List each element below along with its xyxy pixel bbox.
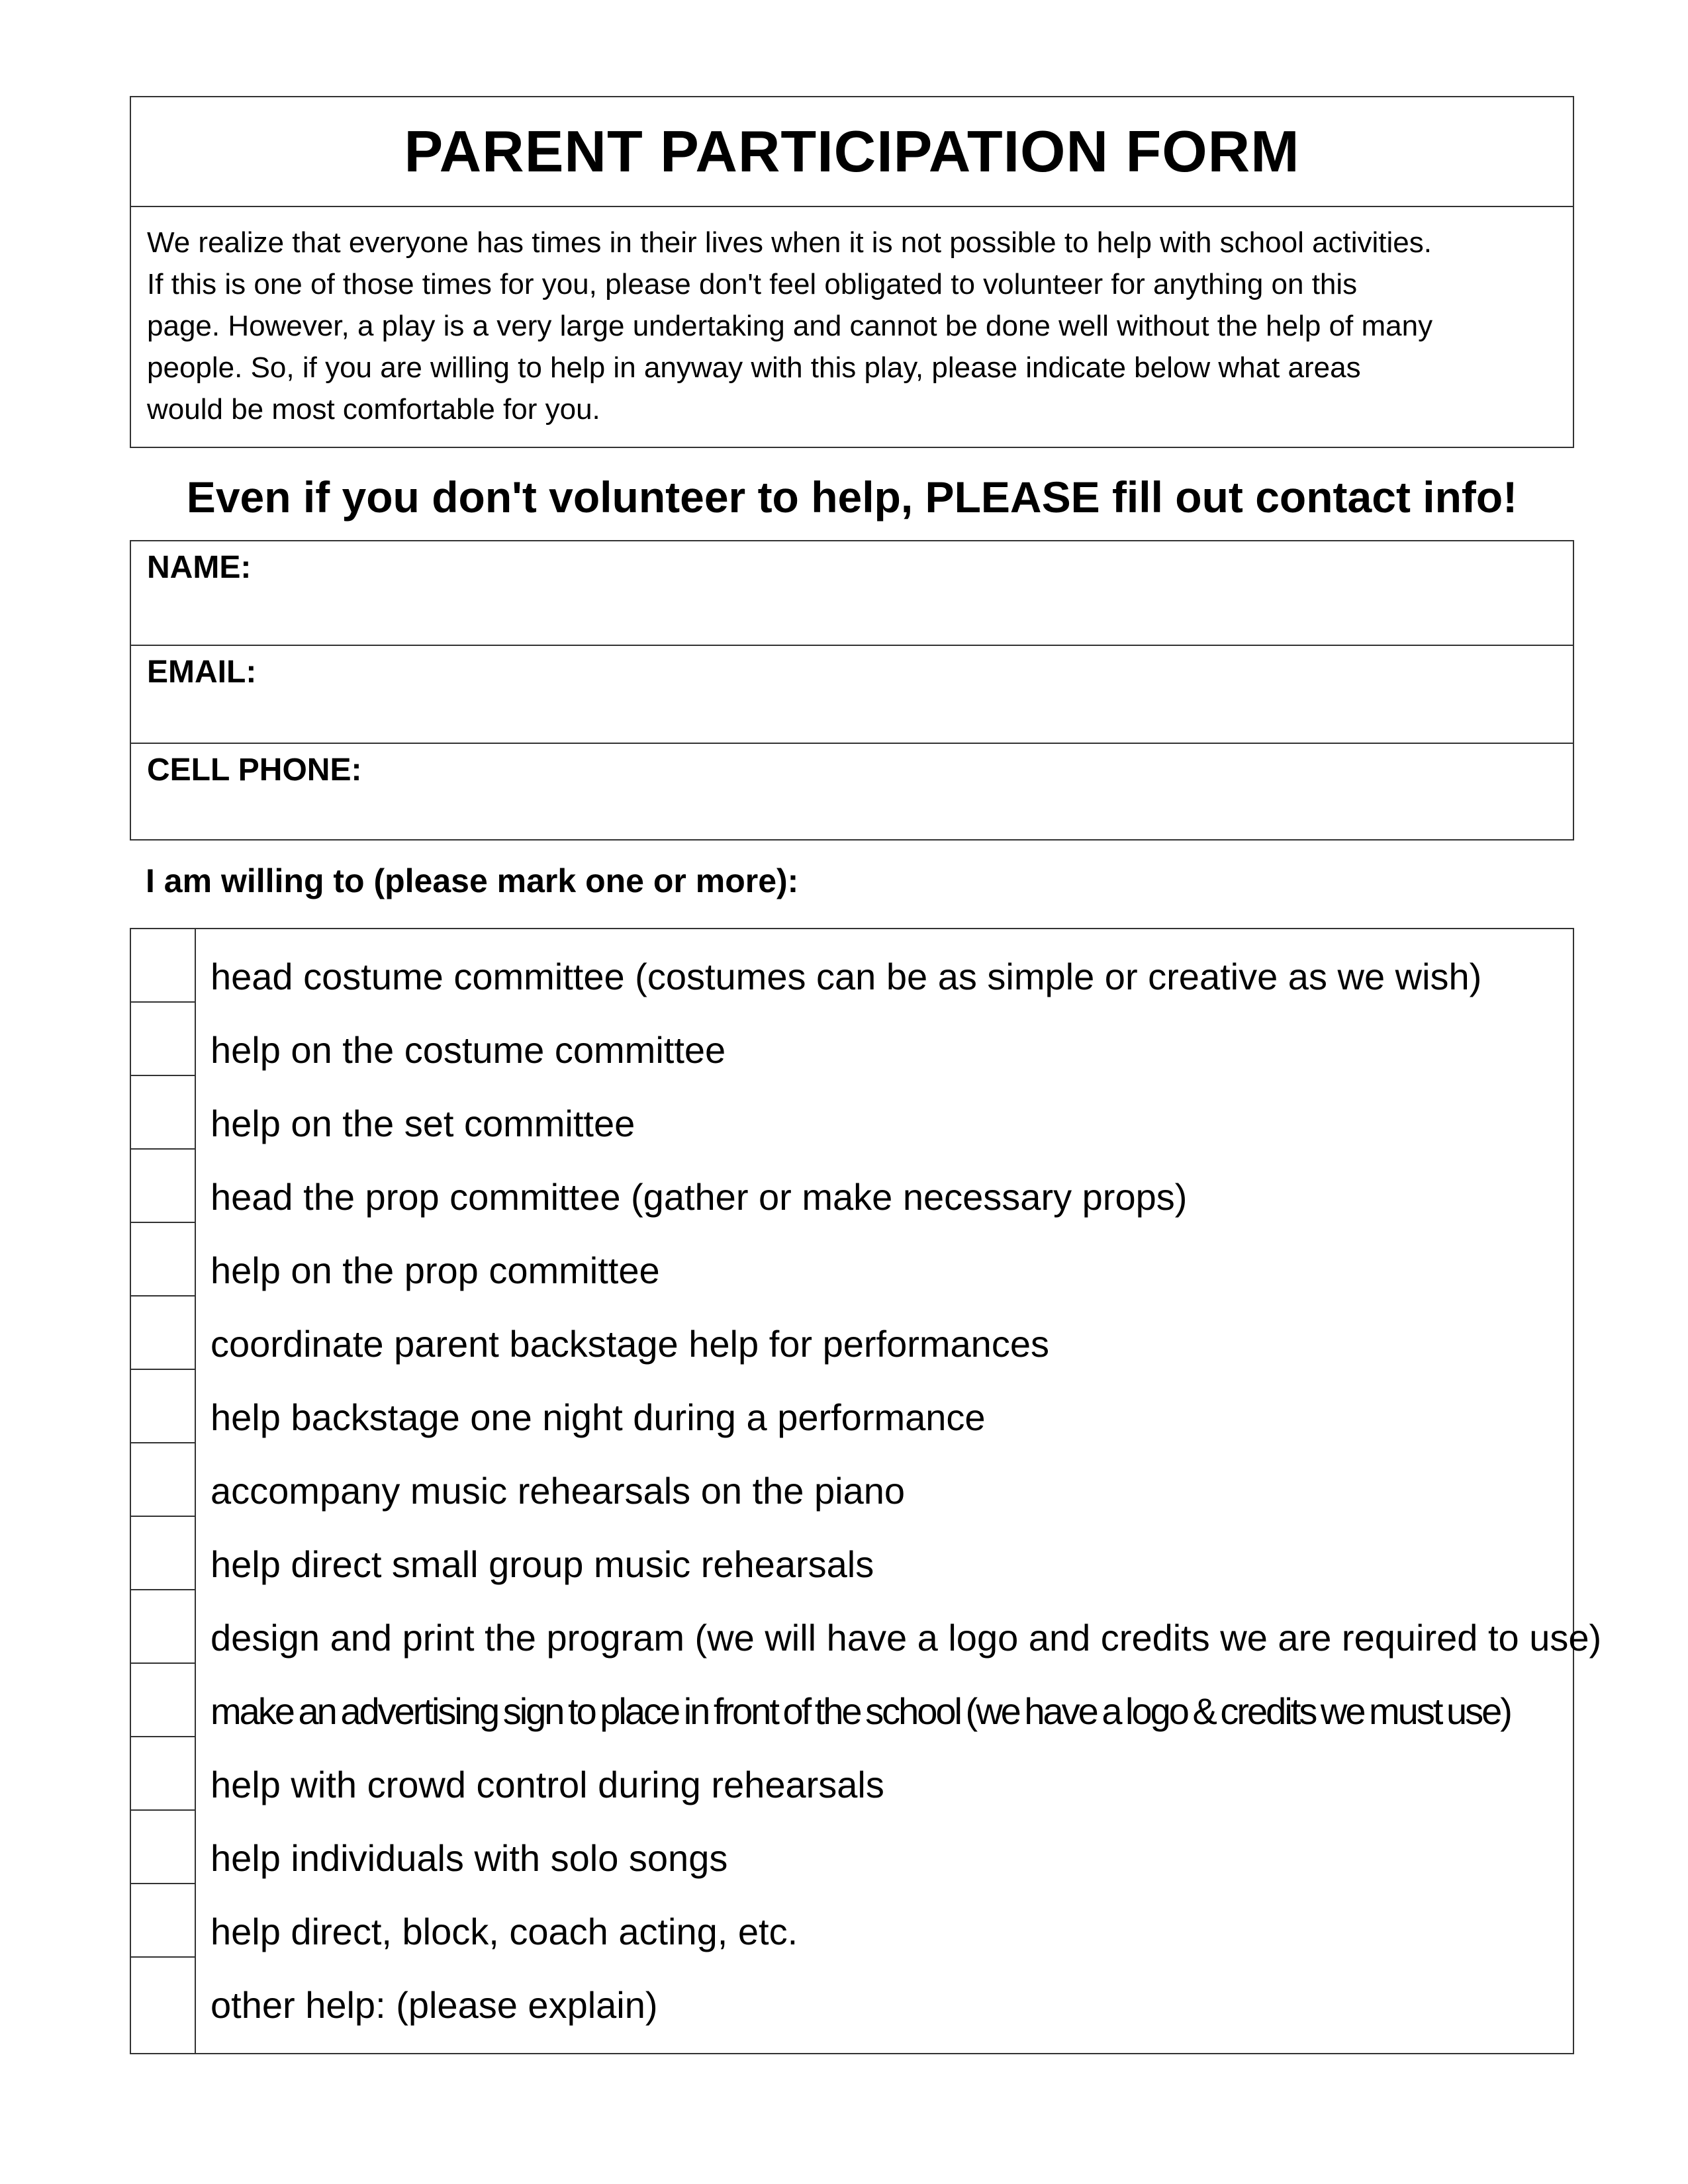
contact-note-heading: Even if you don't volunteer to help, PLEASE fill out contact info! <box>186 473 1518 522</box>
option-checkbox[interactable] <box>131 1884 195 1958</box>
cell-phone-field[interactable] <box>131 744 1573 839</box>
option-label: help individuals with solo songs <box>211 1837 728 1879</box>
option-row <box>131 929 1573 1003</box>
option-row <box>131 1884 1573 1958</box>
intro-line: We realize that everyone has times in their lives when it is not possible to help with school activities. <box>147 226 1432 259</box>
option-label: help direct small group music rehearsals <box>211 1543 874 1585</box>
option-label: coordinate parent backstage help for performances <box>211 1323 1049 1365</box>
option-label: accompany music rehearsals on the piano <box>211 1470 906 1512</box>
option-label: help on the costume committee <box>211 1029 726 1071</box>
option-label: other help: (please explain) <box>211 1984 658 2026</box>
option-checkbox[interactable] <box>131 1737 195 1811</box>
option-checkbox[interactable] <box>131 1003 195 1076</box>
option-checkbox[interactable] <box>131 1370 195 1443</box>
option-checkbox[interactable] <box>131 1811 195 1884</box>
option-row <box>131 1003 1573 1076</box>
option-label: help on the prop committee <box>211 1250 660 1291</box>
name-label: NAME: <box>147 550 252 585</box>
option-row <box>131 1737 1573 1811</box>
option-row <box>131 1297 1573 1370</box>
name-field[interactable] <box>131 541 1573 646</box>
option-row <box>131 1517 1573 1590</box>
option-row <box>131 1958 1573 2031</box>
option-checkbox[interactable] <box>131 1297 195 1370</box>
option-checkbox[interactable] <box>131 1223 195 1297</box>
option-row <box>131 1590 1602 1664</box>
option-label: head the prop committee (gather or make necessary props) <box>211 1176 1188 1218</box>
volunteer-options-table <box>130 928 1602 2054</box>
option-label: help direct, block, coach acting, etc. <box>211 1911 798 1952</box>
option-row <box>131 1223 1573 1297</box>
option-checkbox[interactable] <box>131 929 195 1003</box>
option-checkbox[interactable] <box>131 1590 195 1664</box>
option-row <box>131 1664 1573 1737</box>
intro-line: page. However, a play is a very large undertaking and cannot be done well without the help of many <box>147 310 1433 342</box>
option-label: design and print the program (we will have a logo and credits we are required to use) <box>211 1617 1602 1659</box>
option-row <box>131 1370 1573 1443</box>
option-checkbox[interactable] <box>131 1443 195 1517</box>
option-label: make an advertising sign to place in front of the school (we have a logo & credits we must use) <box>211 1690 1511 1732</box>
option-checkbox[interactable] <box>131 1150 195 1223</box>
intro-line: If this is one of those times for you, please don't feel obligated to volunteer for anything on this <box>147 268 1358 300</box>
option-label: help backstage one night during a performance <box>211 1396 986 1438</box>
contact-info-table <box>130 540 1574 841</box>
option-label: help with crowd control during rehearsals <box>211 1764 884 1805</box>
option-row <box>131 1076 1573 1150</box>
option-checkbox[interactable] <box>131 1076 195 1150</box>
option-row <box>131 1150 1573 1223</box>
intro-line: would be most comfortable for you. <box>147 393 600 426</box>
option-checkbox[interactable] <box>131 1958 195 2031</box>
option-label: head costume committee (costumes can be as simple or creative as we wish) <box>211 956 1482 997</box>
option-checkbox[interactable] <box>131 1517 195 1590</box>
option-label: help on the set committee <box>211 1103 635 1144</box>
option-row <box>131 1811 1573 1884</box>
email-field[interactable] <box>131 646 1573 744</box>
intro-paragraph <box>131 207 1573 430</box>
cell-phone-label: CELL PHONE: <box>147 752 362 788</box>
form-title: PARENT PARTICIPATION FORM <box>131 97 1573 207</box>
intro-line: people. So, if you are willing to help in anyway with this play, please indicate below what areas <box>147 351 1361 384</box>
option-row <box>131 1443 1573 1517</box>
option-checkbox[interactable] <box>131 1664 195 1737</box>
email-label: EMAIL: <box>147 655 257 690</box>
form-header <box>130 96 1574 448</box>
willing-instructions: I am willing to (please mark one or more): <box>146 862 799 899</box>
